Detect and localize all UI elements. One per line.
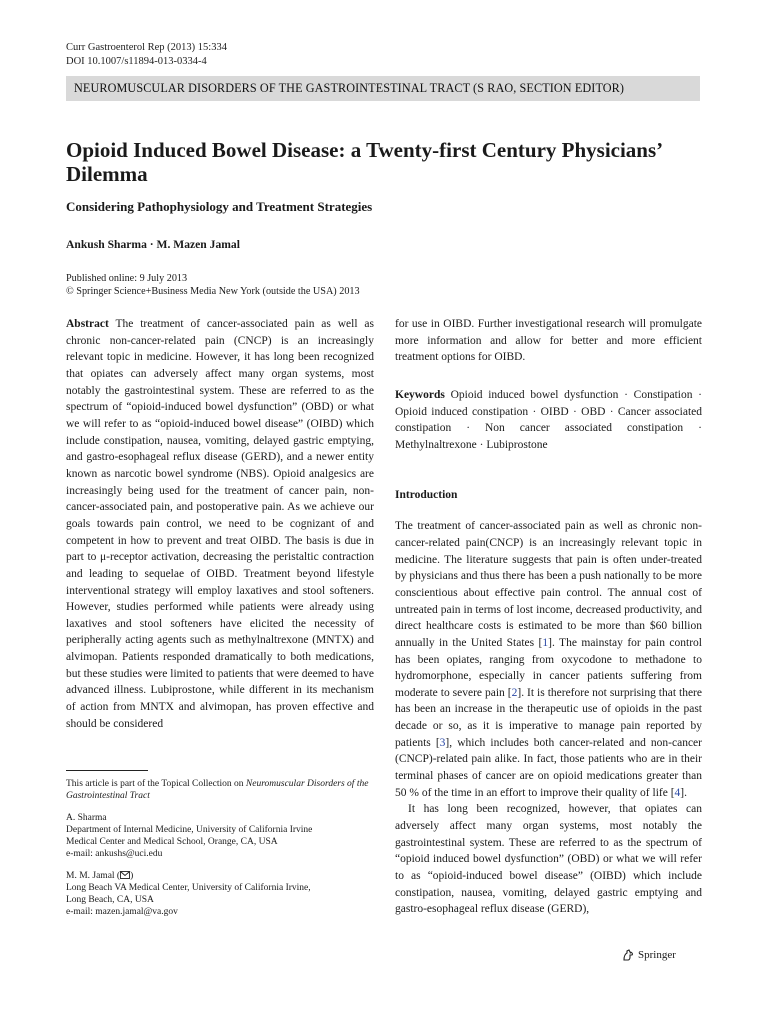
doi[interactable]: DOI 10.1007/s11894-013-0334-4 <box>66 56 207 67</box>
article-subtitle: Considering Pathophysiology and Treatment Strategies <box>66 199 373 214</box>
copyright-line: © Springer Science+Business Media New York (outside the USA) 2013 <box>66 286 360 297</box>
section-banner: NEUROMUSCULAR DISORDERS OF THE GASTROINTESTINAL TRACT (S RAO, SECTION EDITOR) <box>66 76 700 101</box>
author2-location: Long Beach, CA, USA <box>66 895 154 905</box>
author2-institution: Long Beach VA Medical Center, University of California Irvine, <box>66 883 311 893</box>
citation-link[interactable]: 1 <box>542 636 549 649</box>
article-title: Opioid Induced Bowel Disease: a Twenty-first Century Physicians’ Dilemma <box>66 138 662 186</box>
springer-horse-icon <box>621 948 635 962</box>
author1-affiliation <box>66 812 374 860</box>
keywords-label: Keywords <box>395 388 445 401</box>
keywords-text: Opioid induced bowel dysfunction · Constipation · Opioid induced constipation · OIBD · OBD · Cancer associated constipation · Non cancer associated constipation · Methylnaltrexone · Lubiprostone <box>395 388 702 451</box>
keywords <box>395 387 702 454</box>
intro-text: ], which includes both cancer-related and non-cancer (CNCP)-related pain alike. In fact, those patients who are in their terminal phases of cancer are on opioid medications greater than 50 % of the time in an effort to improve their quality of life [ <box>395 736 702 799</box>
topical-collection-note <box>66 778 374 802</box>
author2-email[interactable]: e-mail: mazen.jamal@va.gov <box>66 907 178 917</box>
left-column <box>66 316 374 732</box>
envelope-icon <box>120 871 130 879</box>
citation-link[interactable]: 2 <box>511 686 518 699</box>
author2-affiliation <box>66 870 374 918</box>
collection-prefix: This article is part of the Topical Collection on <box>66 779 246 789</box>
journal-reference: Curr Gastroenterol Rep (2013) 15:334 <box>66 42 227 53</box>
footnotes <box>66 778 374 928</box>
author1-dept: Department of Internal Medicine, University of California Irvine <box>66 825 313 835</box>
publisher-logo <box>621 948 676 962</box>
intro-text: ]. It is therefore not surprising that there has been an increase in the therapeutic use of opioids in the past decade or so, as it is imperative to manage pain reported by patients [ <box>395 686 702 749</box>
publisher-name: Springer <box>638 949 676 961</box>
introduction-heading: Introduction <box>395 488 458 501</box>
intro-text: ]. The mainstay for pain control has been opiates, ranging from oxycodone to methadone to hydromorphone, especially in cancer patients suffering from moderate to severe pain [ <box>395 636 702 699</box>
author1-name: A. Sharma <box>66 813 107 823</box>
published-date: Published online: 9 July 2013 <box>66 273 188 284</box>
citation-link[interactable]: 4 <box>674 786 681 799</box>
abstract-continuation: for use in OIBD. Further investigational research will promulgate more information and allow for better and more efficient treatment options for OIBD. <box>395 318 702 364</box>
author1-institution: Medical Center and Medical School, Orange, CA, USA <box>66 837 278 847</box>
author-list: Ankush Sharma · M. Mazen Jamal <box>66 238 240 251</box>
author2-name: M. M. Jamal ( <box>66 871 121 881</box>
intro-text: The treatment of cancer-associated pain as well as chronic non-cancer-related pain(CNCP) is an increasingly relevant topic in medicine. The literature suggests that pain is often under-treated by physicians and thus there has been a push nationally to be more conscientious about effective pain control. The annual cost of untreated pain in terms of lost income, decreased productivity, and direct healthcare costs is estimated to be more than $60 billion annually in the United States [ <box>395 520 702 649</box>
publication-info <box>66 272 360 298</box>
abstract-text: The treatment of cancer-associated pain as well as chronic non-cancer-related pain (CNCP) is an increasingly relevant topic in medicine. However, it has long been recognized that opiates can adversely affect many organ systems, most notably the gastrointestinal system. These are referred to as the spectrum of “opioid-induced bowel dysfunction” (OBD) or what we will refer to as “opioid-induced bowel disease” (OIBD) which include constipation, nausea, vomiting, delayed gastric emptying, and gastro-esophageal reflux disease (GERD), and a newer entity known as narcotic bowel syndrome (NBS). Opioid analgesics are increasingly being used for the treatment of cancer pain, non-cancer-associated pain, and postoperative pain. As we achieve our goals towards pain control, we need to be cognizant of and competent in how to prevent and treat OIBD. The basis is due in part to μ-receptor activation, decreasing the peristaltic contraction and leading to sequelae of OIBD. Treatment beyond lifestyle interventional strategy will employ laxatives and stool softeners. However, studies performed while patients were already using laxatives and stool softeners have elicited the necessity of peripherally acting agents such as methylnaltrexone (MNTX) and alvimopan. Patients responded dramatically to both medications, but these studies were limited to patients that were deemed to have advanced illness. Lubiprostone, while different in its mechanism of action from MNTX and alvimopan, has proven effective and should be considered <box>66 318 374 730</box>
citation-link[interactable]: 3 <box>439 736 446 749</box>
abstract-label: Abstract <box>66 318 109 330</box>
collection-name: Neuromuscular Disorders of the Gastrointestinal Tract <box>66 779 369 801</box>
abstract <box>66 316 374 732</box>
introduction-paragraph-1 <box>395 518 702 801</box>
introduction-paragraph-2: It has long been recognized, however, that opiates can adversely affect many organ systems, most notably the gastrointestinal system. These are referred to as the spectrum of “opioid induced bowel dysfunction” (OBD) or what we will refer to as “opioid-induced bowel disease” (OIBD) which include constipation, nausea, vomiting, delayed gastric emptying and gastro-esophageal reflux disease (GERD), <box>395 803 702 916</box>
footnote-divider <box>66 770 148 771</box>
author1-email[interactable]: e-mail: ankushs@uci.edu <box>66 849 163 859</box>
author2-name-line <box>66 870 374 882</box>
right-column <box>395 316 702 918</box>
author2-name-end: ) <box>130 871 134 881</box>
intro-text: ]. <box>680 786 688 799</box>
